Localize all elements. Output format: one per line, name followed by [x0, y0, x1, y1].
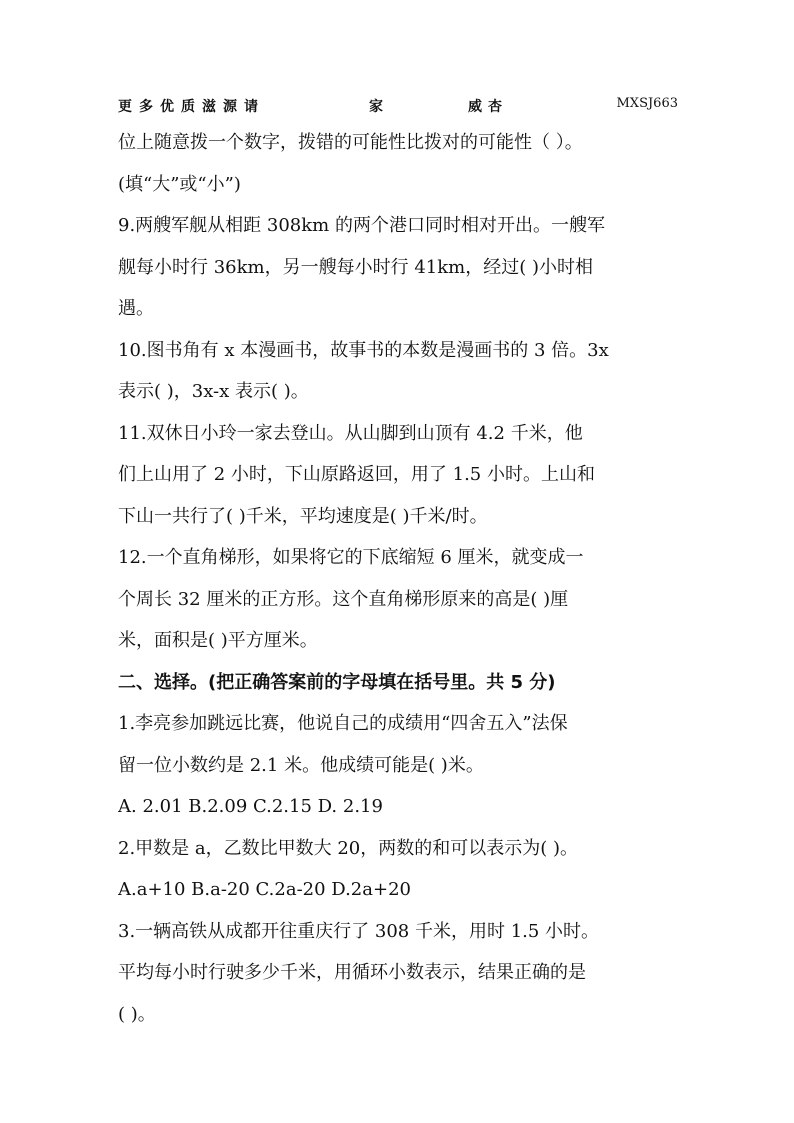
- choice-question-2: 2.甲数是 a，乙数比甲数大 20，两数的和可以表示为( )。: [118, 837, 579, 859]
- header-promo-text: 更多优质滋源请: [118, 99, 265, 115]
- document-body: [118, 122, 678, 1035]
- question-10: 10.图书角有 x 本漫画书，故事书的本数是漫画书的 3 倍。3x: [118, 339, 609, 361]
- choice-question-1: 1.李亮参加跳远比赛，他说自己的成绩用“四舍五入”法保: [118, 713, 568, 734]
- text-line: 们上山用了 2 小时，下山原路返回，用了 1.5 小时。上山和: [118, 464, 595, 485]
- text-line: (填“大”或“小”): [118, 173, 241, 195]
- page-header: [118, 96, 678, 118]
- question-9: 9.两艘军舰从相距 308km 的两个港口同时相对开出。一艘军: [118, 215, 605, 236]
- text-line: 个周长 32 厘米的正方形。这个直角梯形原来的高是( )厘: [118, 588, 569, 610]
- header-text-part2: 家: [369, 99, 383, 115]
- choice-options: A. 2.01 B.2.09 C.2.15 D. 2.19: [118, 796, 383, 817]
- text-line: ( )。: [118, 1003, 156, 1025]
- question-12: 12.一个直角梯形，如果将它的下底缩短 6 厘米，就变成一: [118, 547, 584, 568]
- text-line: 舰每小时行 36km，另一艘每小时行 41km，经过( )小时相: [118, 256, 593, 278]
- choice-question-3: 3.一辆高铁从成都开往重庆行了 308 千米，用时 1.5 小时。: [118, 920, 600, 942]
- text-line: 留一位小数约是 2.1 米。他成绩可能是( )米。: [118, 754, 484, 776]
- text-line: 下山一共行了( )千米，平均速度是( )千米/时。: [118, 505, 488, 527]
- question-11: 11.双休日小玲一家去登山。从山脚到山顶有 4.2 千米，他: [118, 422, 583, 444]
- header-code: MXSJ663: [616, 96, 678, 111]
- choice-options: A.a+10 B.a-20 C.2a-20 D.2a+20: [118, 879, 411, 900]
- header-text-part3: 威杏: [468, 99, 508, 115]
- text-line: 遇。: [118, 298, 154, 319]
- text-line: 平均每小时行驶多少千米，用循环小数表示，结果正确的是: [118, 962, 586, 983]
- text-line: 位上随意拨一个数字，拨错的可能性比拨对的可能性（ ）。: [118, 132, 583, 153]
- text-line: 米，面积是( )平方厘米。: [118, 630, 318, 651]
- text-line: 表示( )，3x-x 表示( )。: [118, 381, 309, 402]
- section-heading: 二、选择。(把正确答案前的字母填在括号里。共 5 分): [118, 671, 556, 693]
